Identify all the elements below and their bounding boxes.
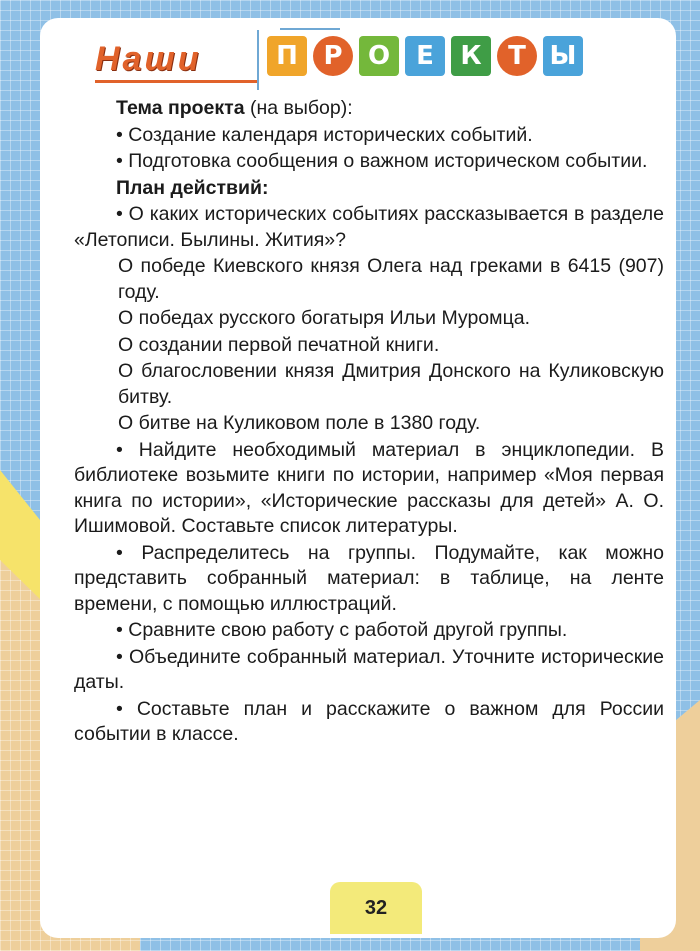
plan-step: • Объедините собранный материал. Уточните исторические даты. — [74, 645, 664, 693]
topic-item: • Подготовка сообщения о важном историческом событии. — [116, 150, 648, 172]
plan-step: • Составьте план и расскажите о важном для России событии в классе. — [74, 697, 664, 745]
measure-arrow-icon — [280, 28, 340, 30]
header-letter: О — [359, 36, 399, 76]
topic-heading: Тема проекта (на выбор): — [116, 97, 353, 119]
plan-step: • Найдите необходимый материал в энциклопедии. В библиотеке возьмите книги по истории, например «Моя первая книга по истории», «Исторические рассказы для детей» А. О. Ишимовой. Составьте список литературы. — [74, 438, 664, 537]
header-letter: Р — [313, 36, 353, 76]
plan-heading: План действий: — [116, 176, 269, 199]
event-item: О создании первой печатной книги. — [118, 333, 440, 356]
section-header — [95, 30, 675, 90]
header-letters — [267, 36, 583, 76]
header-letter: П — [267, 36, 307, 76]
header-underline — [95, 80, 257, 83]
header-title-left: Наши — [95, 40, 202, 78]
page-number: 32 — [330, 882, 422, 934]
plan-question: • О каких исторических событиях рассказывается в разделе «Летописи. Былины. Жития»? — [74, 203, 664, 251]
header-letter: Т — [497, 36, 537, 76]
header-letter: Ы — [543, 36, 583, 76]
event-item: О победах русского богатыря Ильи Муромца. — [118, 307, 530, 329]
page-content — [74, 96, 664, 749]
event-item: О победе Киевского князя Олега над греками в 6415 (907) году. — [118, 255, 664, 303]
plan-step: • Распределитесь на группы. Подумайте, как можно представить собранный материал: в таблице, на ленте времени, с помощью иллюстраций. — [74, 541, 664, 615]
header-letter: Е — [405, 36, 445, 76]
header-letter: К — [451, 36, 491, 76]
topic-item: • Создание календаря исторических событий. — [116, 123, 533, 146]
plan-step: • Сравните свою работу с работой другой группы. — [116, 619, 568, 641]
event-item: О благословении князя Дмитрия Донского на Куликовскую битву. — [118, 360, 664, 408]
event-item: О битве на Куликовом поле в 1380 году. — [118, 412, 481, 434]
